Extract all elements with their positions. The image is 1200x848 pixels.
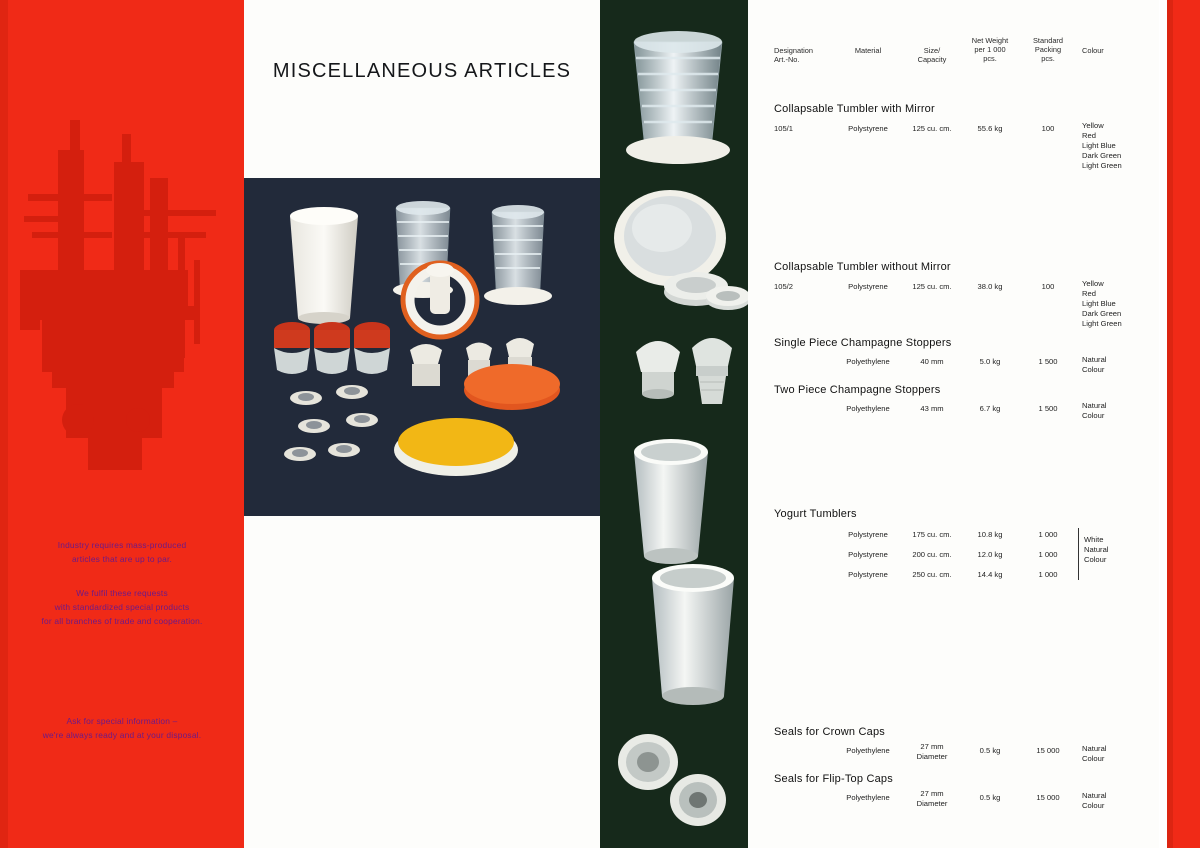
cell-size	[900, 789, 964, 809]
cell-colour-grouped	[1084, 535, 1108, 565]
group-title: Collapsable Tumbler without Mirror	[774, 261, 951, 273]
colour-line: Colour	[1082, 365, 1105, 374]
cell-packing: 1 000	[1038, 550, 1058, 559]
left-text-line: We fulfil these requests	[76, 588, 168, 598]
header-line: Size/	[923, 46, 941, 55]
cell-material: Polystyrene	[848, 550, 888, 559]
cell-size: 175 cu. cm.	[912, 530, 952, 539]
colour-group-brace	[1078, 528, 1079, 580]
size-line: 27 mm	[920, 789, 944, 798]
left-text-line: articles that are up to par.	[71, 554, 173, 564]
cell-colour	[1082, 121, 1122, 171]
colour-line: Red	[1082, 289, 1096, 298]
cell-size: 250 cu. cm.	[912, 570, 952, 579]
specification-table	[760, 0, 1160, 848]
header-line: per 1 000	[974, 45, 1006, 54]
colour-line: Light Green	[1082, 161, 1122, 170]
group-title: Two Piece Champagne Stoppers	[774, 384, 941, 396]
cell-packing: 1 000	[1038, 530, 1058, 539]
cell-packing: 1 500	[1038, 357, 1058, 366]
colour-line: Natural	[1082, 355, 1107, 364]
cell-material: Polyethylene	[846, 746, 890, 755]
header-line: Material	[854, 46, 882, 55]
cell-net-weight: 12.0 kg	[977, 550, 1003, 559]
header-line: Capacity	[917, 55, 947, 64]
product-photo-column	[600, 0, 748, 848]
header-line: pcs.	[983, 54, 997, 63]
colour-line: Dark Green	[1082, 309, 1122, 318]
left-text-block-3	[0, 714, 244, 742]
header-line: pcs.	[1041, 54, 1055, 63]
colour-line: Light Green	[1082, 319, 1122, 328]
cell-packing: 1 000	[1038, 570, 1058, 579]
colour-line: Red	[1082, 131, 1096, 140]
group-title: Single Piece Champagne Stoppers	[774, 337, 952, 349]
colour-line: Natural	[1082, 744, 1107, 753]
group-title: Collapsable Tumbler with Mirror	[774, 103, 935, 115]
cell-net-weight: 10.8 kg	[977, 530, 1003, 539]
cell-packing: 1 500	[1038, 404, 1058, 413]
cell-packing: 100	[1041, 282, 1055, 291]
cell-net-weight: 38.0 kg	[977, 282, 1003, 291]
page-title: MISCELLANEOUS ARTICLES	[272, 60, 572, 82]
colour-line: Light Blue	[1082, 141, 1116, 150]
cell-net-weight: 55.6 kg	[977, 124, 1003, 133]
left-text-block-1	[0, 538, 244, 566]
cell-size: 200 cu. cm.	[912, 550, 952, 559]
right-red-strip	[1167, 0, 1200, 848]
cell-size: 125 cu. cm.	[912, 124, 952, 133]
cell-net-weight: 0.5 kg	[979, 793, 1001, 802]
colour-line: Yellow	[1082, 121, 1104, 130]
left-red-panel	[0, 0, 244, 848]
cell-net-weight: 6.7 kg	[979, 404, 1001, 413]
colour-line: White	[1084, 535, 1104, 544]
cell-material: Polyethylene	[846, 404, 890, 413]
header-line: Designation	[774, 46, 814, 55]
group-title: Seals for Flip-Top Caps	[774, 773, 893, 785]
colour-line: Colour	[1082, 754, 1105, 763]
cell-colour	[1082, 744, 1106, 764]
cell-packing: 15 000	[1036, 793, 1060, 802]
size-line: Diameter	[916, 752, 948, 761]
table-header-net-weight	[958, 36, 1022, 63]
table-header-designation	[774, 46, 848, 64]
cell-net-weight: 5.0 kg	[979, 357, 1001, 366]
cell-size: 40 mm	[920, 357, 944, 366]
colour-line: Dark Green	[1082, 151, 1122, 160]
cell-art-no: 105/2	[774, 282, 794, 291]
cell-packing: 100	[1041, 124, 1055, 133]
left-text-line: with standardized special products	[54, 602, 190, 612]
header-line: Colour	[1082, 46, 1104, 55]
header-line: Standard	[1033, 36, 1063, 45]
colour-line: Colour	[1082, 801, 1105, 810]
header-line: Net Weight	[971, 36, 1009, 45]
left-text-line: Industry requires mass-produced	[57, 540, 187, 550]
cell-size: 43 mm	[920, 404, 944, 413]
product-photo-articles	[244, 178, 600, 516]
cell-art-no: 105/1	[774, 124, 794, 133]
cell-material: Polyethylene	[846, 793, 890, 802]
cell-material: Polystyrene	[848, 570, 888, 579]
colour-line: Natural	[1084, 545, 1109, 554]
size-line: Diameter	[916, 799, 948, 808]
cell-net-weight: 14.4 kg	[977, 570, 1003, 579]
colour-line: Colour	[1084, 555, 1107, 564]
table-header-size	[900, 46, 964, 64]
size-line: 27 mm	[920, 742, 944, 751]
table-header-colour	[1082, 46, 1142, 55]
factory-machine-illustration	[18, 120, 228, 480]
cell-colour	[1082, 791, 1106, 811]
cell-colour	[1082, 401, 1106, 421]
group-title: Yogurt Tumblers	[774, 508, 857, 520]
header-line: Art.-No.	[774, 55, 800, 64]
colour-line: Colour	[1082, 411, 1105, 420]
table-header-packing	[1016, 36, 1080, 63]
left-text-line: for all branches of trade and cooperation.	[41, 616, 203, 626]
right-white-gap	[1159, 0, 1167, 848]
table-header-material	[838, 46, 898, 55]
cell-material: Polystyrene	[848, 282, 888, 291]
right-strip-edge	[1167, 0, 1173, 848]
colour-line: Natural	[1082, 401, 1107, 410]
header-line: Packing	[1034, 45, 1062, 54]
cell-material: Polyethylene	[846, 357, 890, 366]
colour-line: Natural	[1082, 791, 1107, 800]
left-text-line: Ask for special information –	[66, 716, 178, 726]
cell-material: Polystyrene	[848, 530, 888, 539]
cell-colour	[1082, 355, 1106, 375]
photo-contents	[244, 178, 600, 516]
left-text-block-2	[0, 586, 244, 628]
cell-size	[900, 742, 964, 762]
cell-packing: 15 000	[1036, 746, 1060, 755]
left-text-line: we're always ready and at your disposal.	[42, 730, 202, 740]
colour-line: Yellow	[1082, 279, 1104, 288]
green-column-contents	[600, 0, 748, 848]
group-title: Seals for Crown Caps	[774, 726, 885, 738]
cell-net-weight: 0.5 kg	[979, 746, 1001, 755]
colour-line: Light Blue	[1082, 299, 1116, 308]
cell-colour	[1082, 279, 1122, 329]
cell-material: Polystyrene	[848, 124, 888, 133]
cell-size: 125 cu. cm.	[912, 282, 952, 291]
